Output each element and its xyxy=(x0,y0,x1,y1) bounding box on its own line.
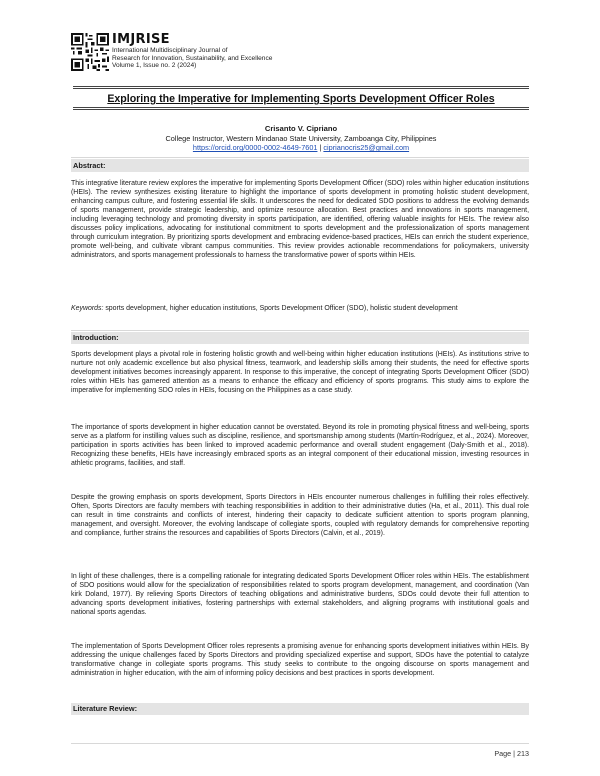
introduction-heading: Introduction: xyxy=(71,332,529,344)
author-block xyxy=(73,124,529,153)
divider xyxy=(71,330,529,331)
divider xyxy=(71,157,529,158)
introduction-paragraph-2: The importance of sports development in higher education cannot be overstated. Beyond its role in promoting physical fitness and well-being, sports serve as a platform for instilling values such as discipline, resilience, and sportsmanship among students (Martín-Rodríguez, et al., 2024). Moreover, participation in sports activities has been linked to improved academic performance and overall student engagement (Daly-Smith et al., 2018). Recognizing these benefits, HEIs have increasingly embraced sports as an integral component of their educational mission, investing resources in athletic programs, facilities, and staff. xyxy=(71,424,529,467)
journal-masthead xyxy=(112,32,472,70)
author-contact xyxy=(73,143,529,153)
journal-abbreviation: IMJRISE xyxy=(112,32,170,47)
keywords-label: Keywords: xyxy=(71,305,104,312)
introduction-paragraph-5: The implementation of Sports Development Officer roles represents a promising avenue for enhancing sports development initiatives within HEIs. By addressing the unique challenges faced by Sports Directors and providing specialized expertise and support, SDOs have the potential to catalyze transformative change in collegiate sports programs. This study seeks to contribute to the ongoing discourse on sports management and administration in higher education, with the aim of informing policy decisions and best practices in sports development. xyxy=(71,643,529,677)
qr-code-icon xyxy=(71,33,109,71)
abstract-heading: Abstract: xyxy=(71,159,529,172)
article-title: Exploring the Imperative for Implementing Sports Development Officer Roles xyxy=(107,93,495,105)
orcid-link[interactable]: https://orcid.org/0000-0002-4649-7601 xyxy=(192,143,318,153)
author-affiliation: College Instructor, Western Mindanao State University, Zamboanga City, Philippines xyxy=(165,133,437,143)
journal-volume: Volume 1, Issue no. 2 (2024) xyxy=(112,62,197,70)
literature-review-heading: Literature Review: xyxy=(71,703,529,715)
title-rule-top xyxy=(73,86,529,89)
keywords-list: sports development, higher education institutions, Sports Development Officer (SDO), holistic student development xyxy=(103,305,458,312)
introduction-paragraph-1: Sports development plays a pivotal role in fostering holistic growth and well-being within higher education institutions (HEIs). As institutions strive to nurture not only academic excellence but also physical fitness, teamwork, and leadership skills among their students, the need for effective sports development initiatives becomes increasingly apparent. In response to this imperative, the concept of integrating Sports Development Officer (SDO) roles within HEIs has garnered attention as a means to enhance the efficacy and efficiency of sports programs. This study aims to explore the imperative for implementing SDO roles in HEIs, focusing on the Philippines as a case study. xyxy=(71,351,529,394)
journal-name-line-2: Research for Innovation, Sustainability, and Excellence xyxy=(112,54,273,62)
author-name: Crisanto V. Cipriano xyxy=(264,124,338,133)
keywords xyxy=(71,305,529,314)
introduction-paragraph-3: Despite the growing emphasis on sports development, Sports Directors in HEIs encounter numerous challenges in fulfilling their roles effectively. Often, Sports Directors are faculty members with teaching responsibilities in addition to their administrative duties (Ha, et al., 2011). This dual role can result in time constraints and conflicts of interest, hindering their capacity to dedicate sufficient attention to sports program planning, management, and oversight. Moreover, the evolving landscape of collegiate sports, coupled with regulatory demands for comprehensive reporting and compliance, further strains the resources and capabilities of Sports Directors (Calvin, et al., 2019). xyxy=(71,494,529,537)
contact-separator: | xyxy=(317,143,324,153)
email-link[interactable]: ciprianocris25@gmail.com xyxy=(323,143,410,153)
title-rule-bottom xyxy=(73,107,529,110)
abstract-text: This integrative literature review explores the imperative for implementing Sports Development Officer (SDO) roles within higher education institutions (HEIs). The review synthesizes existing literature to highlight the importance of sports development in promoting holistic student development, enhancing campus culture, and fostering essential life skills. It underscores the need for dedicated SDO positions to address the evolving demands of sports management, provide strategic leadership, and optimize resource allocation. Best practices and innovations in sports management, including leveraging technology and promoting diversity in sports participation, are identified, offering valuable insights for HEIs. The review also discusses policy implications, advocating for institutional commitment to sports development and the professionalization of sports management through curriculum integration. By prioritizing sports development and embracing evidence-based practices, HEIs can enrich the student experience, promote well-being, and cultivate vibrant campus communities. This review provides actionable recommendations for policymakers, university administrators, and sports management professionals to harness the transformative power of sports within HEIs. xyxy=(71,180,529,259)
journal-name-line-1: International Multidisciplinary Journal of xyxy=(112,47,228,54)
page-number: Page | 213 xyxy=(494,749,529,758)
footer-divider xyxy=(71,743,529,744)
introduction-paragraph-4: In light of these challenges, there is a compelling rationale for integrating dedicated Sports Development Officer roles within HEIs. The establishment of SDO positions would allow for the specialization of responsibilities related to sports program development, management, and coordination (Van kirk Doland, 1977). By relieving Sports Directors of teaching obligations and administrative burdens, SDOs could devote their full attention to advancing sports development initiatives, fostering partnerships with external stakeholders, and aligning programs with institutional goals and national sports agendas. xyxy=(71,573,529,616)
